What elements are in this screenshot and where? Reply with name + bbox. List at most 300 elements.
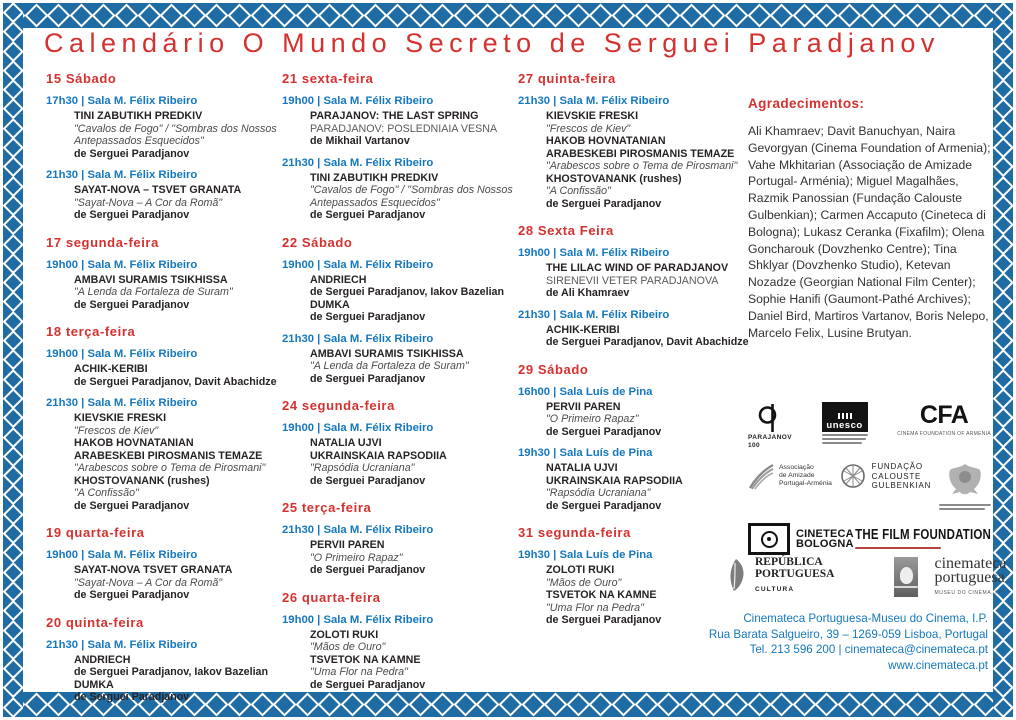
border-diamond: [993, 716, 1013, 717]
film-portuguese-title: "Sayat-Nova – A Cor da Romã": [74, 196, 223, 209]
cfa-logo-caption: CINEMA FOUNDATION OF ARMENIA: [897, 431, 991, 437]
film-foundation-label: THE FILM FOUNDATION: [855, 527, 991, 543]
border-diamond: [792, 3, 816, 27]
border-pattern-left: [3, 3, 23, 717]
border-diamond: [295, 3, 319, 27]
border-diamond: [3, 388, 23, 409]
film-title: UKRAINSKAIA RAPSODIIA: [310, 449, 447, 462]
film-credit: de Serguei Paradjanov, Davit Abachidze: [546, 336, 749, 348]
logo-row-3: [748, 523, 991, 555]
border-diamond: [993, 98, 1013, 119]
film-list: [310, 629, 516, 692]
film-title: ARABESKEBI PIROSMANIS TEMAZE: [74, 449, 263, 462]
film-list: [74, 184, 280, 222]
film-portuguese-title: "Arabescos sobre o Tema de Pirosmani": [546, 160, 738, 172]
footer-org-line: Cinemateca Portuguesa-Museu do Cinema, I.P.: [743, 612, 988, 625]
cinemateca-logo-sublabel: MUSEU DO CINEMA, IP: [934, 590, 1002, 596]
border-diamond: [837, 692, 861, 716]
border-diamond: [431, 3, 455, 27]
film-list: [546, 401, 752, 439]
border-diamond: [3, 542, 23, 563]
partner-logos: [748, 402, 991, 568]
parajanov-logo-sublabel: 100: [748, 441, 761, 449]
border-diamond: [566, 692, 590, 716]
film-list: [546, 110, 752, 210]
border-diamond: [679, 692, 703, 716]
border-diamond: [702, 692, 726, 716]
film-portuguese-title: "Mãos de Ouro": [546, 576, 622, 589]
session-block: [46, 259, 280, 312]
day-date-heading: 22 Sábado: [282, 234, 353, 250]
border-diamond: [24, 692, 48, 716]
film-list: [74, 363, 280, 388]
logo-row-2: [748, 462, 991, 510]
day-block: [518, 223, 752, 349]
film-title: DUMKA: [74, 678, 114, 691]
border-diamond: [340, 3, 364, 27]
border-diamond: [3, 234, 23, 255]
session-block: [282, 422, 516, 487]
gulbenkian-icon: [840, 463, 866, 489]
border-diamond: [453, 3, 477, 27]
border-diamond: [747, 692, 771, 716]
session-block: [46, 639, 280, 704]
border-diamond: [993, 311, 1013, 332]
cineteca-bologna-label: CINETECA BOLOGNA: [796, 527, 854, 550]
cinemateca-bulb-icon: [900, 567, 913, 584]
film-title: PARAJANOV: THE LAST SPRING: [310, 110, 479, 122]
border-diamond: [905, 692, 929, 716]
film-title: HAKOB HOVNATANIAN: [74, 437, 194, 449]
border-diamond: [3, 330, 23, 351]
border-diamond: [3, 311, 23, 332]
day-block: [282, 398, 516, 487]
day-block: [46, 235, 280, 312]
day-block: [518, 362, 752, 513]
cinemateca-image-logo: [894, 557, 918, 597]
film-list: [310, 348, 516, 386]
border-diamond: [3, 79, 23, 100]
border-diamond: [3, 176, 23, 197]
border-diamond: [227, 3, 251, 27]
gulbenkian-logo-label: FUNDAÇÃO CALOUSTE GULBENKIAN: [871, 462, 932, 490]
film-title: ZOLOTI RUKI: [546, 564, 615, 576]
border-diamond: [476, 3, 500, 27]
film-list: [74, 412, 280, 512]
film-credit: de Serguei Paradjanov: [74, 589, 190, 601]
cineteca-bologna-logo: [748, 523, 854, 555]
border-diamond: [3, 137, 23, 158]
film-portuguese-title: "Frescos de Kiev": [546, 122, 631, 135]
border-diamond: [860, 3, 884, 27]
institutional-logos: [724, 555, 1007, 601]
unesco-logo: [822, 402, 868, 444]
border-diamond: [3, 562, 23, 583]
border-diamond: [993, 446, 1013, 467]
session-block: [46, 95, 280, 160]
republica-logo-label: REPÚBLICA PORTUGUESA: [755, 556, 835, 580]
border-diamond: [792, 692, 816, 716]
border-diamond: [363, 3, 387, 27]
film-title: ARABESKEBI PIROSMANIS TEMAZE: [546, 147, 735, 160]
day-date-heading: 19 quarta-feira: [46, 525, 145, 540]
film-title: AMBAVI SURAMIS TSIKHISSA: [74, 273, 228, 286]
film-credit: de Serguei Paradjanov: [74, 209, 190, 221]
border-diamond: [993, 79, 1013, 100]
cfa-logo: [897, 402, 991, 437]
day-date-heading: 26 quarta-feira: [282, 589, 381, 605]
film-portuguese-title: "Mãos de Ouro": [310, 641, 386, 653]
session-time-venue: 19h00 | Sala M. Félix Ribeiro: [46, 258, 198, 271]
border-diamond: [993, 697, 1013, 717]
border-diamond: [3, 639, 23, 660]
border-diamond: [3, 446, 23, 467]
film-list: [546, 462, 752, 512]
film-credit: de Serguei Paradjanov: [546, 499, 662, 512]
border-diamond: [3, 291, 23, 312]
border-diamond: [3, 272, 23, 293]
republica-portuguesa-logo: [724, 557, 834, 593]
session-time-venue: 19h00 | Sala M. Félix Ribeiro: [46, 348, 198, 360]
border-diamond: [993, 369, 1013, 390]
session-time-venue: 21h30 | Sala M. Félix Ribeiro: [46, 638, 198, 651]
border-diamond: [3, 214, 23, 235]
film-title: AMBAVI SURAMIS TSIKHISSA: [310, 347, 464, 360]
film-title: ANDRIECH: [310, 273, 367, 286]
session-block: [46, 397, 280, 512]
film-portuguese-title: "Rapsódia Ucraniana": [310, 462, 415, 474]
border-diamond: [3, 349, 23, 370]
republica-leaf-icon: [724, 557, 748, 593]
film-portuguese-title: "Arabescos sobre o Tema de Pirosmani": [74, 462, 266, 474]
session-time-venue: 19h00 | Sala M. Félix Ribeiro: [282, 422, 434, 434]
session-time-venue: 19h00 | Sala M. Félix Ribeiro: [282, 95, 434, 107]
day-block: [46, 615, 280, 704]
border-diamond: [3, 716, 23, 717]
session-time-venue: 19h30 | Sala Luís de Pina: [518, 447, 653, 459]
session-block: [282, 95, 516, 148]
border-diamond: [950, 3, 974, 27]
film-credit: de Serguei Paradjanov: [310, 209, 426, 221]
session-block: [518, 447, 752, 512]
border-diamond: [3, 195, 23, 216]
acknowledgments-section: [748, 96, 991, 341]
gulbenkian-logo: [840, 462, 932, 491]
day-block: [518, 71, 752, 210]
border-diamond: [3, 407, 23, 428]
footer-address-line: Rua Barata Salgueiro, 39 – 1269-059 Lisboa, Portugal: [708, 627, 988, 641]
film-title: SAYAT-NOVA TSVET GRANATA: [74, 564, 233, 576]
schedule-column-3: [518, 71, 752, 640]
border-diamond: [837, 3, 861, 27]
session-block: [282, 157, 516, 222]
session-block: [282, 259, 516, 324]
film-credit: de Serguei Paradjanov: [546, 614, 662, 626]
border-diamond: [993, 349, 1013, 370]
border-diamond: [993, 118, 1013, 139]
border-diamond: [993, 427, 1013, 448]
logo-row-1: [748, 402, 991, 449]
film-portuguese-title: "Cavalos de Fogo" / "Sombras dos Nossos Antepassados Esquecidos": [310, 184, 513, 209]
day-date-heading: 24 segunda-feira: [282, 398, 395, 413]
border-diamond: [724, 3, 748, 27]
border-diamond: [993, 195, 1013, 216]
border-pattern-top: [3, 3, 1013, 28]
border-diamond: [634, 3, 658, 27]
session-time-venue: 19h00 | Sala M. Félix Ribeiro: [518, 247, 670, 259]
page-title: Calendário O Mundo Secreto de Serguei Paradjanov: [44, 28, 940, 58]
border-diamond: [993, 272, 1013, 293]
border-pattern-right: [993, 3, 1013, 717]
film-credit: de Serguei Paradjanov: [310, 474, 426, 487]
footer-website-link[interactable]: www.cinemateca.pt: [888, 658, 988, 672]
session-block: [46, 169, 280, 222]
border-diamond: [566, 3, 590, 27]
session-block: [46, 549, 280, 602]
film-credit: de Serguei Paradjanov: [546, 197, 662, 210]
film-credit: de Serguei Paradjanov: [74, 691, 190, 703]
border-diamond: [993, 3, 1013, 23]
session-time-venue: 17h30 | Sala M. Félix Ribeiro: [46, 95, 198, 107]
border-diamond: [3, 98, 23, 119]
film-title: ZOLOTI RUKI: [310, 628, 379, 641]
session-time-venue: 16h00 | Sala Luís de Pina: [518, 385, 653, 398]
border-diamond: [770, 3, 794, 27]
film-portuguese-title: "A Lenda da Fortaleza de Suram": [74, 286, 233, 298]
film-title: PERVII PAREN: [310, 539, 385, 551]
unesco-icon: [822, 402, 868, 432]
day-date-heading: 18 terça-feira: [46, 324, 136, 339]
border-diamond: [612, 3, 636, 27]
border-diamond: [883, 3, 907, 27]
border-diamond: [993, 234, 1013, 255]
day-block: [282, 235, 516, 386]
armenia-coat-of-arms-icon: [944, 462, 986, 502]
footer-contact: [648, 611, 988, 673]
session-block: [46, 348, 280, 388]
footer-phone-email-line[interactable]: Tel. 213 596 200 | cinemateca@cinemateca.pt: [749, 643, 988, 657]
border-diamond: [250, 3, 274, 27]
film-list: [310, 274, 516, 324]
day-block: [282, 590, 516, 692]
film-title: TINI ZABUTIKH PREDKIV: [310, 171, 439, 184]
film-credit: de Serguei Paradjanov, Davit Abachidze: [74, 375, 277, 388]
film-title: SAYAT-NOVA – TSVET GRANATA: [74, 184, 242, 196]
film-title: NATALIA UJVI: [546, 462, 618, 474]
border-diamond: [544, 692, 568, 716]
border-diamond: [182, 3, 206, 27]
film-credit: de Serguei Paradjanov: [546, 425, 662, 438]
film-portuguese-title: "A Confissão": [546, 185, 611, 197]
border-diamond: [3, 600, 23, 621]
session-time-venue: 21h30 | Sala M. Félix Ribeiro: [282, 332, 434, 345]
amizade-portugal-armenia-logo: [748, 462, 832, 490]
session-time-venue: 21h30 | Sala M. Félix Ribeiro: [282, 524, 434, 536]
border-diamond: [69, 3, 93, 27]
film-credit: de Serguei Paradjanov: [310, 678, 426, 691]
border-diamond: [993, 619, 1013, 640]
border-diamond: [993, 388, 1013, 409]
border-diamond: [137, 3, 161, 27]
border-diamond: [657, 692, 681, 716]
film-credit: de Ali Khamraev: [546, 287, 630, 299]
session-block: [282, 614, 516, 692]
film-list: [74, 564, 280, 602]
film-foundation-logo: [855, 529, 991, 549]
film-title: NATALIA UJVI: [310, 437, 382, 449]
day-date-heading: 25 terça-feira: [282, 500, 372, 515]
film-credit: de Serguei Paradjanov: [310, 564, 426, 576]
session-time-venue: 19h00 | Sala M. Félix Ribeiro: [282, 258, 434, 271]
day-date-heading: 29 Sábado: [518, 361, 589, 377]
border-diamond: [724, 692, 748, 716]
film-credit: de Serguei Paradjanov, Iakov Bazelian: [310, 286, 505, 298]
film-title: KIEVSKIE FRESKI: [546, 110, 639, 122]
film-portuguese-title: "A Lenda da Fortaleza de Suram": [310, 360, 469, 372]
parajanov-logo-label: PARAJANOV: [748, 434, 792, 441]
border-diamond: [3, 118, 23, 139]
border-diamond: [993, 330, 1013, 351]
day-date-heading: 17 segunda-feira: [46, 234, 159, 250]
armenia-logo-caption: [939, 502, 991, 510]
border-diamond: [3, 465, 23, 486]
border-diamond: [993, 156, 1013, 177]
film-title: ACHIK-KERIBI: [74, 363, 148, 375]
film-credit: de Serguei Paradjanov: [310, 372, 426, 385]
amizade-icon: [748, 462, 774, 490]
border-diamond: [815, 692, 839, 716]
border-diamond: [993, 407, 1013, 428]
session-time-venue: 21h30 | Sala M. Félix Ribeiro: [518, 95, 670, 107]
border-diamond: [3, 658, 23, 679]
day-block: [46, 71, 280, 222]
film-portuguese-title: "Frescos de Kiev": [74, 424, 159, 437]
border-diamond: [993, 677, 1013, 698]
film-list: [74, 274, 280, 312]
film-portuguese-title: "Rapsódia Ucraniana": [546, 487, 651, 499]
film-portuguese-title: "Uma Flor na Pedra": [310, 666, 408, 678]
border-diamond: [544, 3, 568, 27]
border-diamond: [993, 253, 1013, 274]
border-diamond: [521, 3, 545, 27]
cineteca-bologna-icon: [748, 523, 790, 555]
film-list: [310, 172, 516, 222]
session-block: [518, 95, 752, 210]
border-diamond: [634, 692, 658, 716]
film-list: [74, 654, 280, 704]
border-diamond: [993, 600, 1013, 621]
border-diamond: [92, 3, 116, 27]
border-diamond: [993, 41, 1013, 62]
film-title: ACHIK-KERIBI: [546, 323, 620, 336]
acknowledgments-text: Ali Khamraev; Davit Banuchyan, Naira Gevorgyan (Cinema Foundation of Armenia); Vahe Mkhitarian (Associação de Amizade Portugal- Arménia); Miguel Magalhães, Razmik Panossian (Fundação Calouste Gulbenkian); Carmen Accaputo (Cineteca di Bologna); Lukasz Ceranka (Fixafilm); Olena Goncharouk (Dovzhenko Centre); Tina Shklyar (Dovzhenko Studio), Ketevan Nozadze (Georgian National Film Center); Sophie Hanifi (Gaumont-Pathé Archives); Daniel Bird, Martiros Vartanov, Boris Nelepo, Marcelo Felix, Lusine Brutyan.: [748, 124, 991, 340]
film-credit: de Serguei Paradjanov, Iakov Bazelian: [74, 666, 269, 678]
border-diamond: [3, 253, 23, 274]
film-portuguese-title: "O Primeiro Rapaz": [546, 413, 639, 425]
border-diamond: [205, 3, 229, 27]
armenia-coat-of-arms-logo: [939, 462, 991, 510]
schedule-column-2: [282, 71, 516, 704]
border-diamond: [589, 3, 613, 27]
border-diamond: [993, 176, 1013, 197]
day-block: [46, 525, 280, 602]
border-diamond: [521, 692, 545, 716]
film-list: [546, 324, 752, 349]
border-diamond: [3, 677, 23, 698]
border-diamond: [24, 3, 48, 27]
film-title: DUMKA: [310, 298, 350, 311]
film-title: THE LILAC WIND OF PARADJANOV: [546, 262, 729, 274]
film-title: PERVII PAREN: [546, 400, 621, 413]
film-list: [310, 110, 516, 148]
border-diamond: [993, 504, 1013, 525]
film-list: [74, 110, 280, 160]
border-diamond: [905, 3, 929, 27]
film-credit: de Serguei Paradjanov: [74, 147, 190, 160]
parajanov-100-logo: [748, 402, 792, 449]
border-diamond: [3, 156, 23, 177]
film-credit: de Mikhail Vartanov: [310, 135, 410, 147]
film-portuguese-title: "A Confissão": [74, 487, 139, 499]
film-alt-title: SIRENEVII VETER PARADJANOVA: [546, 274, 719, 287]
day-date-heading: 21 sexta-feira: [282, 71, 374, 86]
border-diamond: [679, 3, 703, 27]
border-diamond: [993, 523, 1013, 544]
republica-logo-sublabel: CULTURA: [755, 586, 795, 593]
border-diamond: [993, 137, 1013, 158]
film-title: TSVETOK NA KAMNE: [310, 653, 421, 666]
border-diamond: [702, 3, 726, 27]
border-diamond: [993, 484, 1013, 505]
film-list: [546, 262, 752, 300]
film-title: KHOSTOVANANK (rushes): [74, 474, 210, 487]
film-portuguese-title: "Uma Flor na Pedra": [546, 601, 644, 614]
border-diamond: [883, 692, 907, 716]
border-diamond: [3, 697, 23, 717]
film-list: [310, 539, 516, 577]
day-date-heading: 15 Sábado: [46, 71, 117, 86]
film-title: KIEVSKIE FRESKI: [74, 412, 167, 424]
border-diamond: [950, 692, 974, 716]
border-diamond: [3, 581, 23, 602]
border-diamond: [3, 369, 23, 390]
film-title: TSVETOK NA KAMNE: [546, 589, 657, 601]
unesco-temple-icon: [838, 413, 852, 419]
border-diamond: [3, 619, 23, 640]
film-title: TINI ZABUTIKH PREDKIV: [74, 110, 203, 122]
border-diamond: [3, 3, 23, 23]
border-diamond: [499, 3, 523, 27]
border-diamond: [657, 3, 681, 27]
schedule-column-1: [46, 71, 280, 717]
film-credit: de Serguei Paradjanov: [74, 499, 190, 512]
day-block: [282, 71, 516, 222]
border-diamond: [860, 692, 884, 716]
session-time-venue: 21h30 | Sala M. Félix Ribeiro: [282, 156, 434, 169]
film-portuguese-title: "O Primeiro Rapaz": [310, 551, 403, 564]
session-block: [282, 524, 516, 577]
film-portuguese-title: "Cavalos de Fogo" / "Sombras dos Nossos Antepassados Esquecidos": [74, 122, 277, 147]
unesco-logo-label: unesco: [826, 420, 863, 431]
film-title: UKRAINSKAIA RAPSODIIA: [546, 474, 683, 487]
border-diamond: [318, 3, 342, 27]
border-diamond: [993, 658, 1013, 679]
border-diamond: [47, 3, 71, 27]
film-alt-title: PARADJANOV: POSLEDNIAIA VESNA: [310, 122, 498, 135]
border-diamond: [386, 3, 410, 27]
parajanov-icon: [758, 402, 782, 434]
border-diamond: [3, 60, 23, 81]
